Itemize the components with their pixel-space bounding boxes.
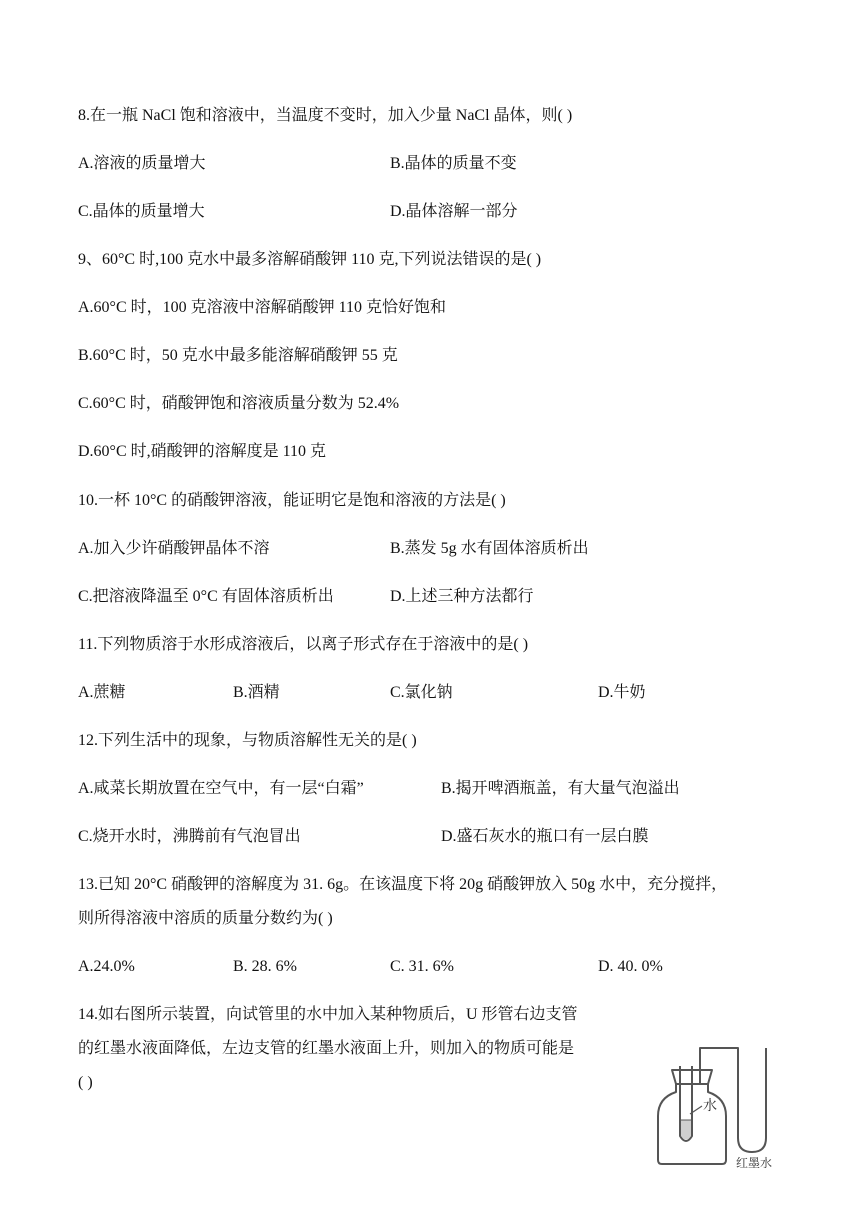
q9-option-a: A.60°C 时，100 克溶液中溶解硝酸钾 110 克恰好饱和 — [78, 299, 447, 316]
q8-option-b: B.晶体的质量不变 — [390, 155, 517, 172]
q11-option-c: C.氯化钠 — [390, 684, 453, 701]
label-water: 水 — [703, 1098, 717, 1114]
q11-option-a: A.蔗糖 — [78, 684, 126, 701]
q11-stem: 11.下列物质溶于水形成溶液后，以离子形式存在于溶液中的是( ) — [78, 636, 529, 653]
apparatus-figure — [650, 1040, 790, 1170]
q9-option-b: B.60°C 时，50 克水中最多能溶解硝酸钾 55 克 — [78, 347, 398, 364]
q10-option-d: D.上述三种方法都行 — [390, 588, 534, 605]
q12-option-d: D.盛石灰水的瓶口有一层白膜 — [441, 828, 649, 845]
q14-stem-line3: ( ) — [78, 1074, 93, 1091]
q10-option-a: A.加入少许硝酸钾晶体不溶 — [78, 540, 270, 557]
q13-option-c: C. 31. 6% — [390, 958, 454, 975]
connecting-tube-shape — [700, 1048, 738, 1100]
q13-option-d: D. 40. 0% — [598, 958, 663, 975]
q8-option-d: D.晶体溶解一部分 — [390, 203, 518, 220]
q12-option-b: B.揭开啤酒瓶盖，有大量气泡溢出 — [441, 780, 680, 797]
q9-option-d: D.60°C 时,硝酸钾的溶解度是 110 克 — [78, 443, 327, 460]
q14-stem-line2: 的红墨水液面降低，左边支管的红墨水液面上升，则加入的物质可能是 — [78, 1040, 575, 1057]
q12-stem: 12.下列生活中的现象，与物质溶解性无关的是( ) — [78, 732, 417, 749]
q10-option-c: C.把溶液降温至 0°C 有固体溶质析出 — [78, 588, 334, 605]
q14-stem-line1: 14.如右图所示装置，向试管里的水中加入某种物质后，U 形管右边支管 — [78, 1006, 578, 1023]
q13-option-a: A.24.0% — [78, 958, 135, 975]
label-red-ink: 红墨水 — [736, 1156, 773, 1170]
apparatus-drawing — [650, 1040, 790, 1170]
q8-stem: 8.在一瓶 NaCl 饱和溶液中，当温度不变时，加入少量 NaCl 晶体，则( ) — [78, 107, 573, 124]
q12-option-a: A.咸菜长期放置在空气中，有一层“白霜” — [78, 780, 364, 797]
q8-option-a: A.溶液的质量增大 — [78, 155, 206, 172]
q13-stem-line2: 则所得溶液中溶质的质量分数约为( ) — [78, 910, 333, 927]
q11-option-d: D.牛奶 — [598, 684, 646, 701]
test-tube-liquid — [681, 1120, 691, 1140]
q9-stem: 9、60°C 时,100 克水中最多溶解硝酸钾 110 克,下列说法错误的是( ) — [78, 251, 542, 268]
q10-stem: 10.一杯 10°C 的硝酸钾溶液，能证明它是饱和溶液的方法是( ) — [78, 492, 506, 509]
q13-option-b: B. 28. 6% — [233, 958, 297, 975]
q11-option-b: B.酒精 — [233, 684, 280, 701]
u-tube-shape — [738, 1048, 766, 1152]
q13-stem-line1: 13.已知 20°C 硝酸钾的溶解度为 31. 6g。在该温度下将 20g 硝酸钾放入 50g 水中，充分搅拌， — [78, 876, 728, 893]
q9-option-c: C.60°C 时，硝酸钾饱和溶液质量分数为 52.4% — [78, 395, 400, 412]
q8-option-c: C.晶体的质量增大 — [78, 203, 205, 220]
q10-option-b: B.蒸发 5g 水有固体溶质析出 — [390, 540, 589, 557]
q12-option-c: C.烧开水时，沸腾前有气泡冒出 — [78, 828, 301, 845]
